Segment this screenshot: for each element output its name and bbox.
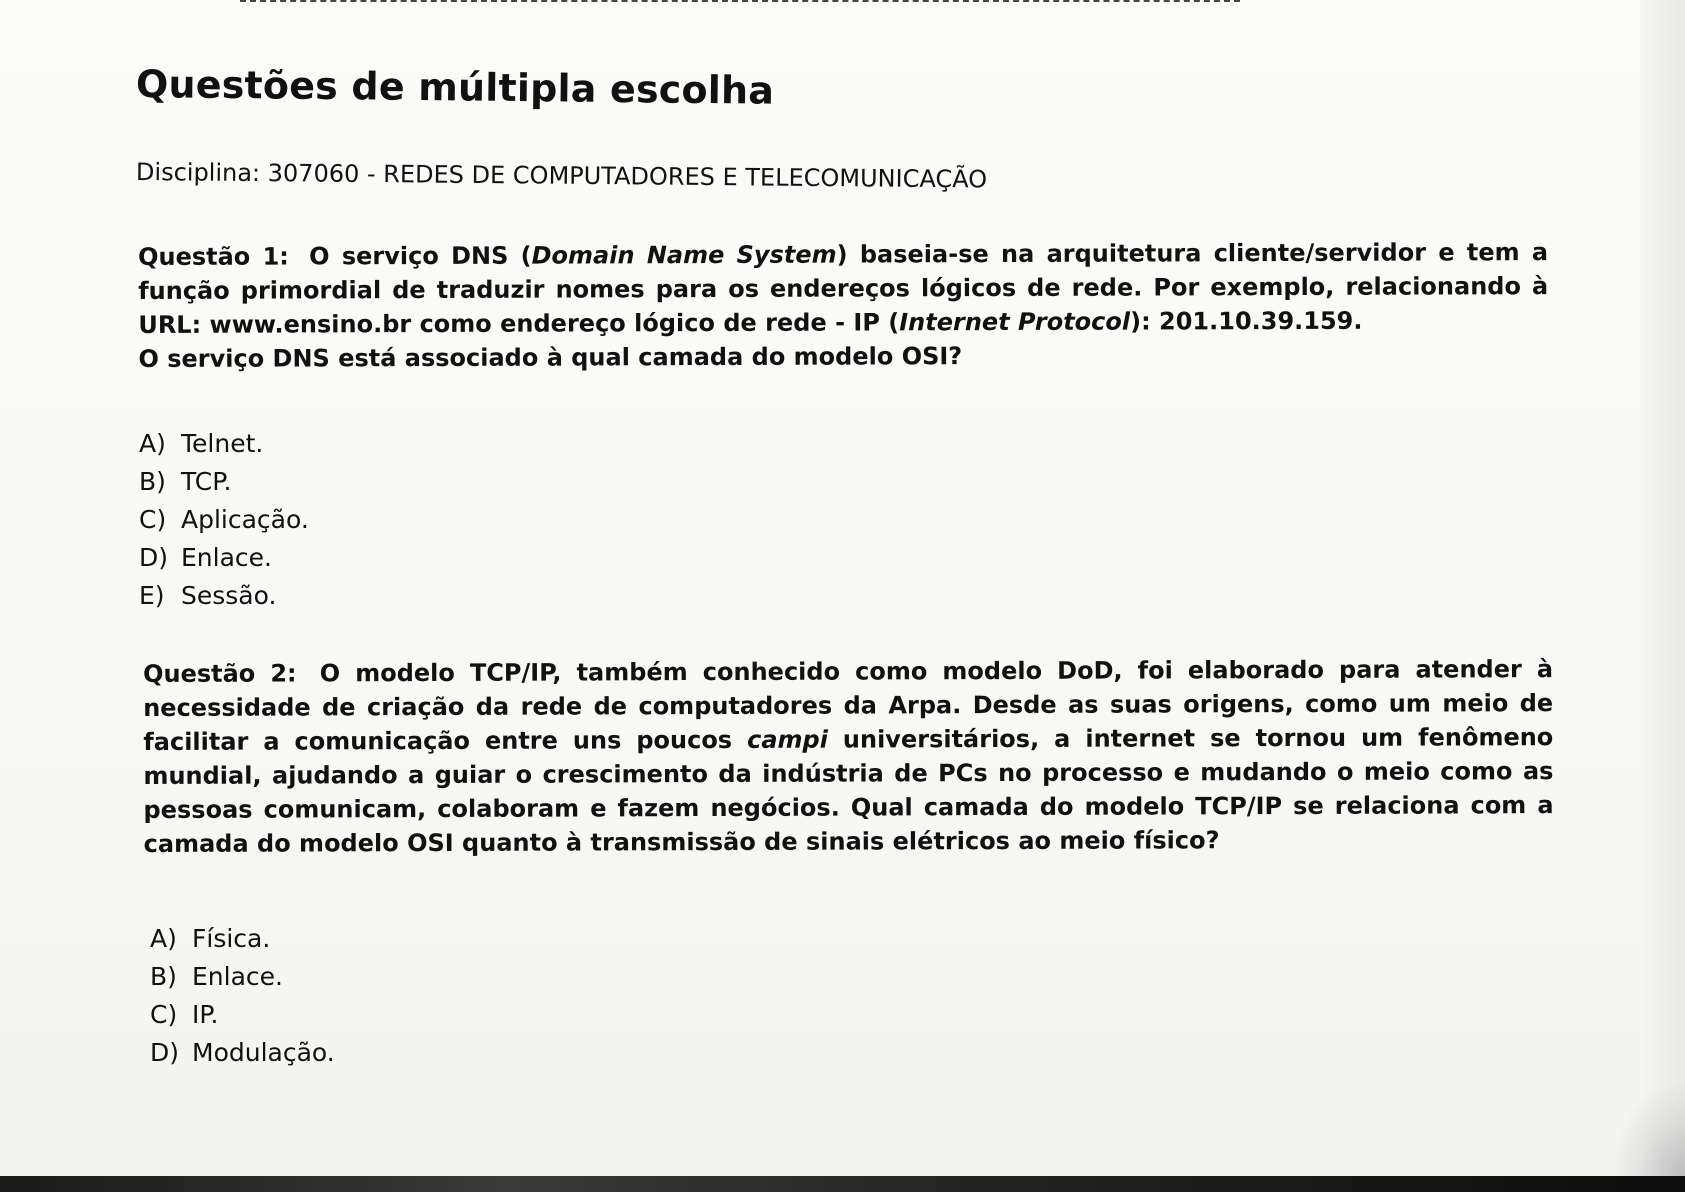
question-2-options [150, 920, 335, 1072]
question-2-text-a: O modelo TCP/IP, também conhecido como modelo DoD, foi elaborado para atender à necessidade de criação da rede de computadores da Arpa. Desde as suas origens, como um meio de facilitar a comunicação entre uns poucos [143, 655, 1554, 756]
option-item[interactable] [139, 501, 309, 539]
option-text: Física. [192, 924, 271, 953]
option-text: IP. [192, 1000, 219, 1029]
question-1-text-a: O serviço DNS ( [309, 241, 532, 271]
option-text: Telnet. [181, 429, 264, 458]
option-item[interactable] [139, 463, 309, 501]
option-letter: D) [139, 543, 169, 572]
question-2-text-b: universitários, a internet se tornou um fenômeno mundial, ajudando a guiar o crescimento da indústria de PCs no processo e mudando o meio como as pessoas comunicam, colaboram e fazem negócios. Qual camada do modelo TCP/IP se relaciona com a camada do modelo OSI quanto à transmissão de sinais elétricos ao meio físico? [143, 723, 1554, 858]
question-1-label: Questão 1: [138, 242, 289, 271]
question-2-emphasis-campi: campi [747, 725, 828, 754]
option-letter: A) [139, 429, 166, 458]
corner-shadow [1615, 1086, 1685, 1176]
question-1 [138, 235, 1548, 376]
discipline-line: Disciplina: 307060 - REDES DE COMPUTADORES E TELECOMUNICAÇÃO [135, 158, 988, 194]
cut-line [240, 0, 1240, 2]
option-letter: A) [150, 924, 177, 953]
question-1-emphasis-ip: Internet Protocol [899, 307, 1131, 337]
option-text: TCP. [181, 467, 232, 496]
question-2 [143, 652, 1554, 861]
option-letter: C) [139, 505, 167, 534]
option-item[interactable] [150, 996, 335, 1034]
option-text: Enlace. [192, 962, 283, 991]
option-text: Modulação. [192, 1038, 335, 1067]
page-edge-shadow [1640, 0, 1685, 1192]
page-title: Questões de múltipla escolha [135, 62, 775, 113]
option-letter: E) [139, 581, 165, 610]
option-text: Sessão. [181, 581, 277, 610]
question-1-emphasis-dns: Domain Name System [531, 240, 837, 270]
option-letter: B) [150, 962, 177, 991]
option-item[interactable] [139, 425, 309, 463]
question-1-text-c: ): 201.10.39.159. [1130, 306, 1363, 336]
option-text: Aplicação. [181, 505, 309, 534]
option-letter: C) [150, 1000, 178, 1029]
option-text: Enlace. [181, 543, 272, 572]
option-item[interactable] [150, 920, 335, 958]
scan-bottom-edge [0, 1176, 1685, 1192]
option-item[interactable] [139, 577, 309, 615]
option-item[interactable] [150, 1034, 335, 1072]
question-1-prompt: O serviço DNS está associado à qual camada do modelo OSI? [138, 342, 963, 373]
question-1-text-b: ) baseia-se na arquitetura cliente/servidor e tem a função primordial de traduzir nomes para os endereços lógicos de rede. Por exemplo, relacionando à URL: www.ensino.br como endereço lógico de rede - IP ( [138, 238, 1549, 339]
option-item[interactable] [139, 539, 309, 577]
option-letter: D) [150, 1038, 180, 1067]
question-1-options [139, 425, 309, 615]
option-item[interactable] [150, 958, 335, 996]
question-2-label: Questão 2: [143, 659, 297, 688]
option-letter: B) [139, 467, 166, 496]
